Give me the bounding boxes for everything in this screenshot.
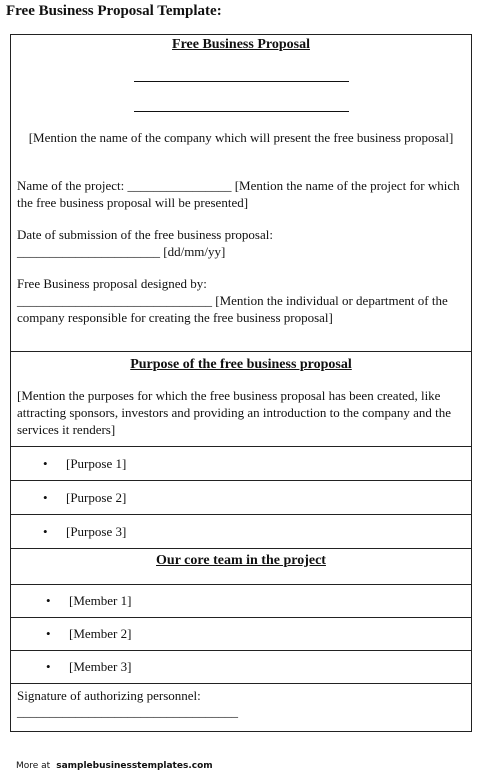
proposal-title: Free Business Proposal bbox=[172, 37, 310, 52]
signature-label: Signature of authorizing personnel: bbox=[17, 688, 201, 703]
team-member: [Member 1] bbox=[69, 593, 132, 608]
bullet-icon: • bbox=[46, 593, 51, 608]
team-member-row bbox=[11, 618, 471, 651]
bullet-icon: • bbox=[43, 489, 48, 505]
header-section bbox=[11, 35, 471, 352]
date-blank: ______________________ bbox=[17, 244, 160, 259]
footer bbox=[16, 761, 213, 771]
purpose-item: [Purpose 1] bbox=[66, 455, 127, 471]
purpose-section bbox=[11, 352, 471, 447]
project-name-label: Name of the project: bbox=[17, 178, 125, 193]
date-format: [dd/mm/yy] bbox=[163, 244, 226, 259]
team-member-row bbox=[11, 651, 471, 684]
proposal-form bbox=[10, 34, 472, 732]
designer-blank: ______________________________ bbox=[17, 293, 212, 308]
company-note: [Mention the name of the company which will present the free business proposal] bbox=[28, 130, 454, 145]
purpose-description: [Mention the purposes for which the free business proposal has been created, like attracting sponsors, investors and providing an introduction to the company and the services it renders] bbox=[17, 388, 451, 437]
team-member: [Member 2] bbox=[69, 626, 132, 641]
project-name-note: [Mention the name of the project for which the free business proposal will be presented] bbox=[17, 178, 460, 210]
designer-label: Free Business proposal designed by: bbox=[17, 276, 207, 291]
project-name-line bbox=[17, 177, 461, 211]
bullet-icon: • bbox=[43, 455, 48, 471]
purpose-item-row bbox=[11, 481, 471, 515]
date-label: Date of submission of the free business proposal: bbox=[17, 227, 273, 242]
date-line bbox=[17, 243, 461, 260]
purpose-heading: Purpose of the free business proposal bbox=[130, 357, 352, 372]
bullet-icon: • bbox=[46, 626, 51, 641]
signature-blank: __________________________________ bbox=[17, 704, 238, 719]
project-name-blank: ________________ bbox=[127, 178, 232, 193]
purpose-item: [Purpose 2] bbox=[66, 489, 127, 505]
designer-line bbox=[17, 292, 461, 326]
title-blank-line-2 bbox=[134, 110, 349, 112]
signature-section bbox=[11, 684, 471, 731]
footer-site-link[interactable]: samplebusinesstemplates.com bbox=[56, 761, 213, 771]
team-heading: Our core team in the project bbox=[156, 553, 326, 568]
designer-note: [Mention the individual or department of the company responsible for creating the free business proposal] bbox=[17, 293, 448, 325]
title-blank-line-1 bbox=[134, 80, 349, 82]
footer-prefix: More at bbox=[16, 761, 51, 771]
purpose-item-row bbox=[11, 447, 471, 481]
purpose-item-row bbox=[11, 515, 471, 549]
purpose-item: [Purpose 3] bbox=[66, 523, 127, 539]
team-member-row bbox=[11, 585, 471, 618]
bullet-icon: • bbox=[46, 659, 51, 674]
team-member: [Member 3] bbox=[69, 659, 132, 674]
page-title: Free Business Proposal Template: bbox=[6, 3, 222, 19]
bullet-icon: • bbox=[43, 523, 48, 539]
team-heading-row bbox=[11, 549, 471, 585]
